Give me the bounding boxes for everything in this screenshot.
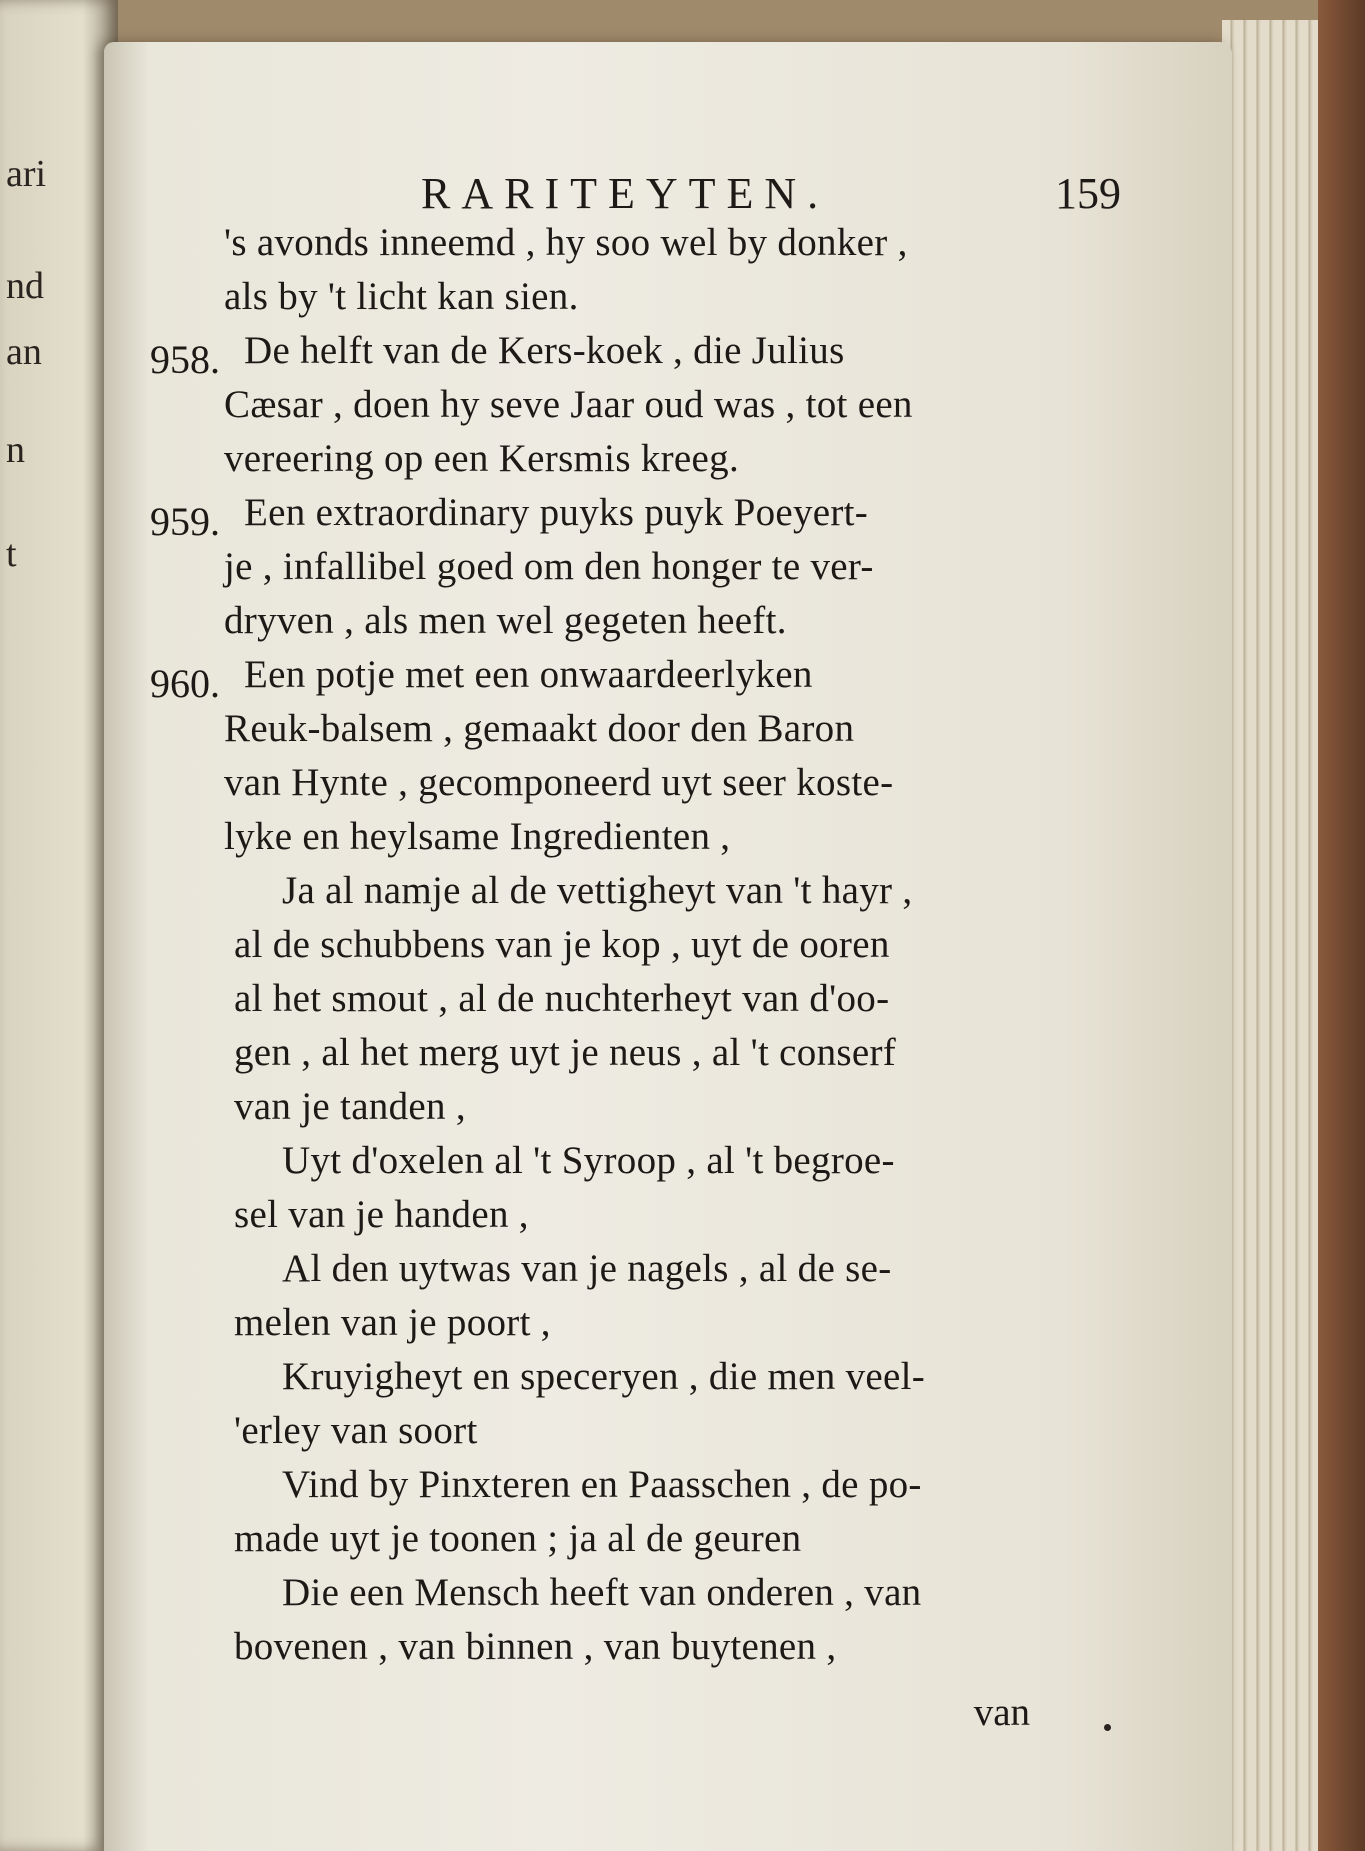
left-page-fragment: n xyxy=(6,429,25,471)
book-cover-edge xyxy=(1318,0,1365,1851)
ink-speck xyxy=(1104,1724,1111,1731)
verse-line: Vind by Pinxteren en Paasschen , de po- xyxy=(282,1463,922,1506)
verse-line: 'erley van soort xyxy=(234,1409,478,1452)
item-number: 959. xyxy=(150,499,220,544)
text-line: Een potje met een onwaardeerlyken xyxy=(244,653,813,696)
running-head: RARITEYTEN. xyxy=(421,169,830,218)
catchword: van xyxy=(973,1691,1030,1734)
text-line: Reuk-balsem , gemaakt door den Baron xyxy=(224,707,855,750)
left-page xyxy=(0,0,118,1851)
text-line: vereering op een Kersmis kreeg. xyxy=(224,437,740,480)
text-line: als by 't licht kan sien. xyxy=(224,275,579,318)
verse-line: gen , al het merg uyt je neus , al 't conserf xyxy=(234,1031,897,1074)
verse-line: Al den uytwas van je nagels , al de se- xyxy=(282,1247,892,1290)
page-header xyxy=(421,168,1121,224)
text-line: Cæsar , doen hy seve Jaar oud was , tot een xyxy=(224,383,913,426)
catchword-row xyxy=(104,1690,1030,1740)
left-page-fragment: ari xyxy=(6,153,47,195)
verse-line: Die een Mensch heeft van onderen , van xyxy=(282,1571,922,1614)
verse-line: made uyt je toonen ; ja al de geuren xyxy=(234,1517,802,1560)
verse-line: al het smout , al de nuchterheyt van d'oo- xyxy=(234,977,890,1020)
text-line: lyke en heylsame Ingredienten , xyxy=(224,815,731,858)
verse-line: bovenen , van binnen , van buytenen , xyxy=(234,1625,837,1668)
left-page-fragment: nd xyxy=(6,265,44,307)
text-line: 's avonds inneemd , hy soo wel by donker , xyxy=(224,221,908,264)
left-page-fragment: t xyxy=(6,533,17,575)
text-line: van Hynte , gecomponeerd uyt seer koste- xyxy=(224,761,894,804)
text-line: dryven , als men wel gegeten heeft. xyxy=(224,599,787,642)
left-page-fragment: an xyxy=(6,331,42,373)
verse-line: van je tanden , xyxy=(234,1085,466,1128)
verse-line: Ja al namje al de vettigheyt van 't hayr , xyxy=(282,869,913,912)
text-line: Een extraordinary puyks puyk Poeyert- xyxy=(244,491,869,534)
item-number: 958. xyxy=(150,337,220,382)
book-page xyxy=(104,42,1232,1851)
verse-line: melen van je poort , xyxy=(234,1301,551,1344)
text-line: De helft van de Kers-koek , die Julius xyxy=(244,329,845,372)
verse-line: Uyt d'oxelen al 't Syroop , al 't begroe- xyxy=(282,1139,895,1182)
verse-line: sel van je handen , xyxy=(234,1193,529,1236)
page-number: 159 xyxy=(1055,169,1121,218)
text-line: je , infallibel goed om den honger te ver- xyxy=(224,545,874,588)
verse-line: Kruyigheyt en speceryen , die men veel- xyxy=(282,1355,926,1398)
verse-line: al de schubbens van je kop , uyt de ooren xyxy=(234,923,890,966)
item-number: 960. xyxy=(150,661,220,706)
